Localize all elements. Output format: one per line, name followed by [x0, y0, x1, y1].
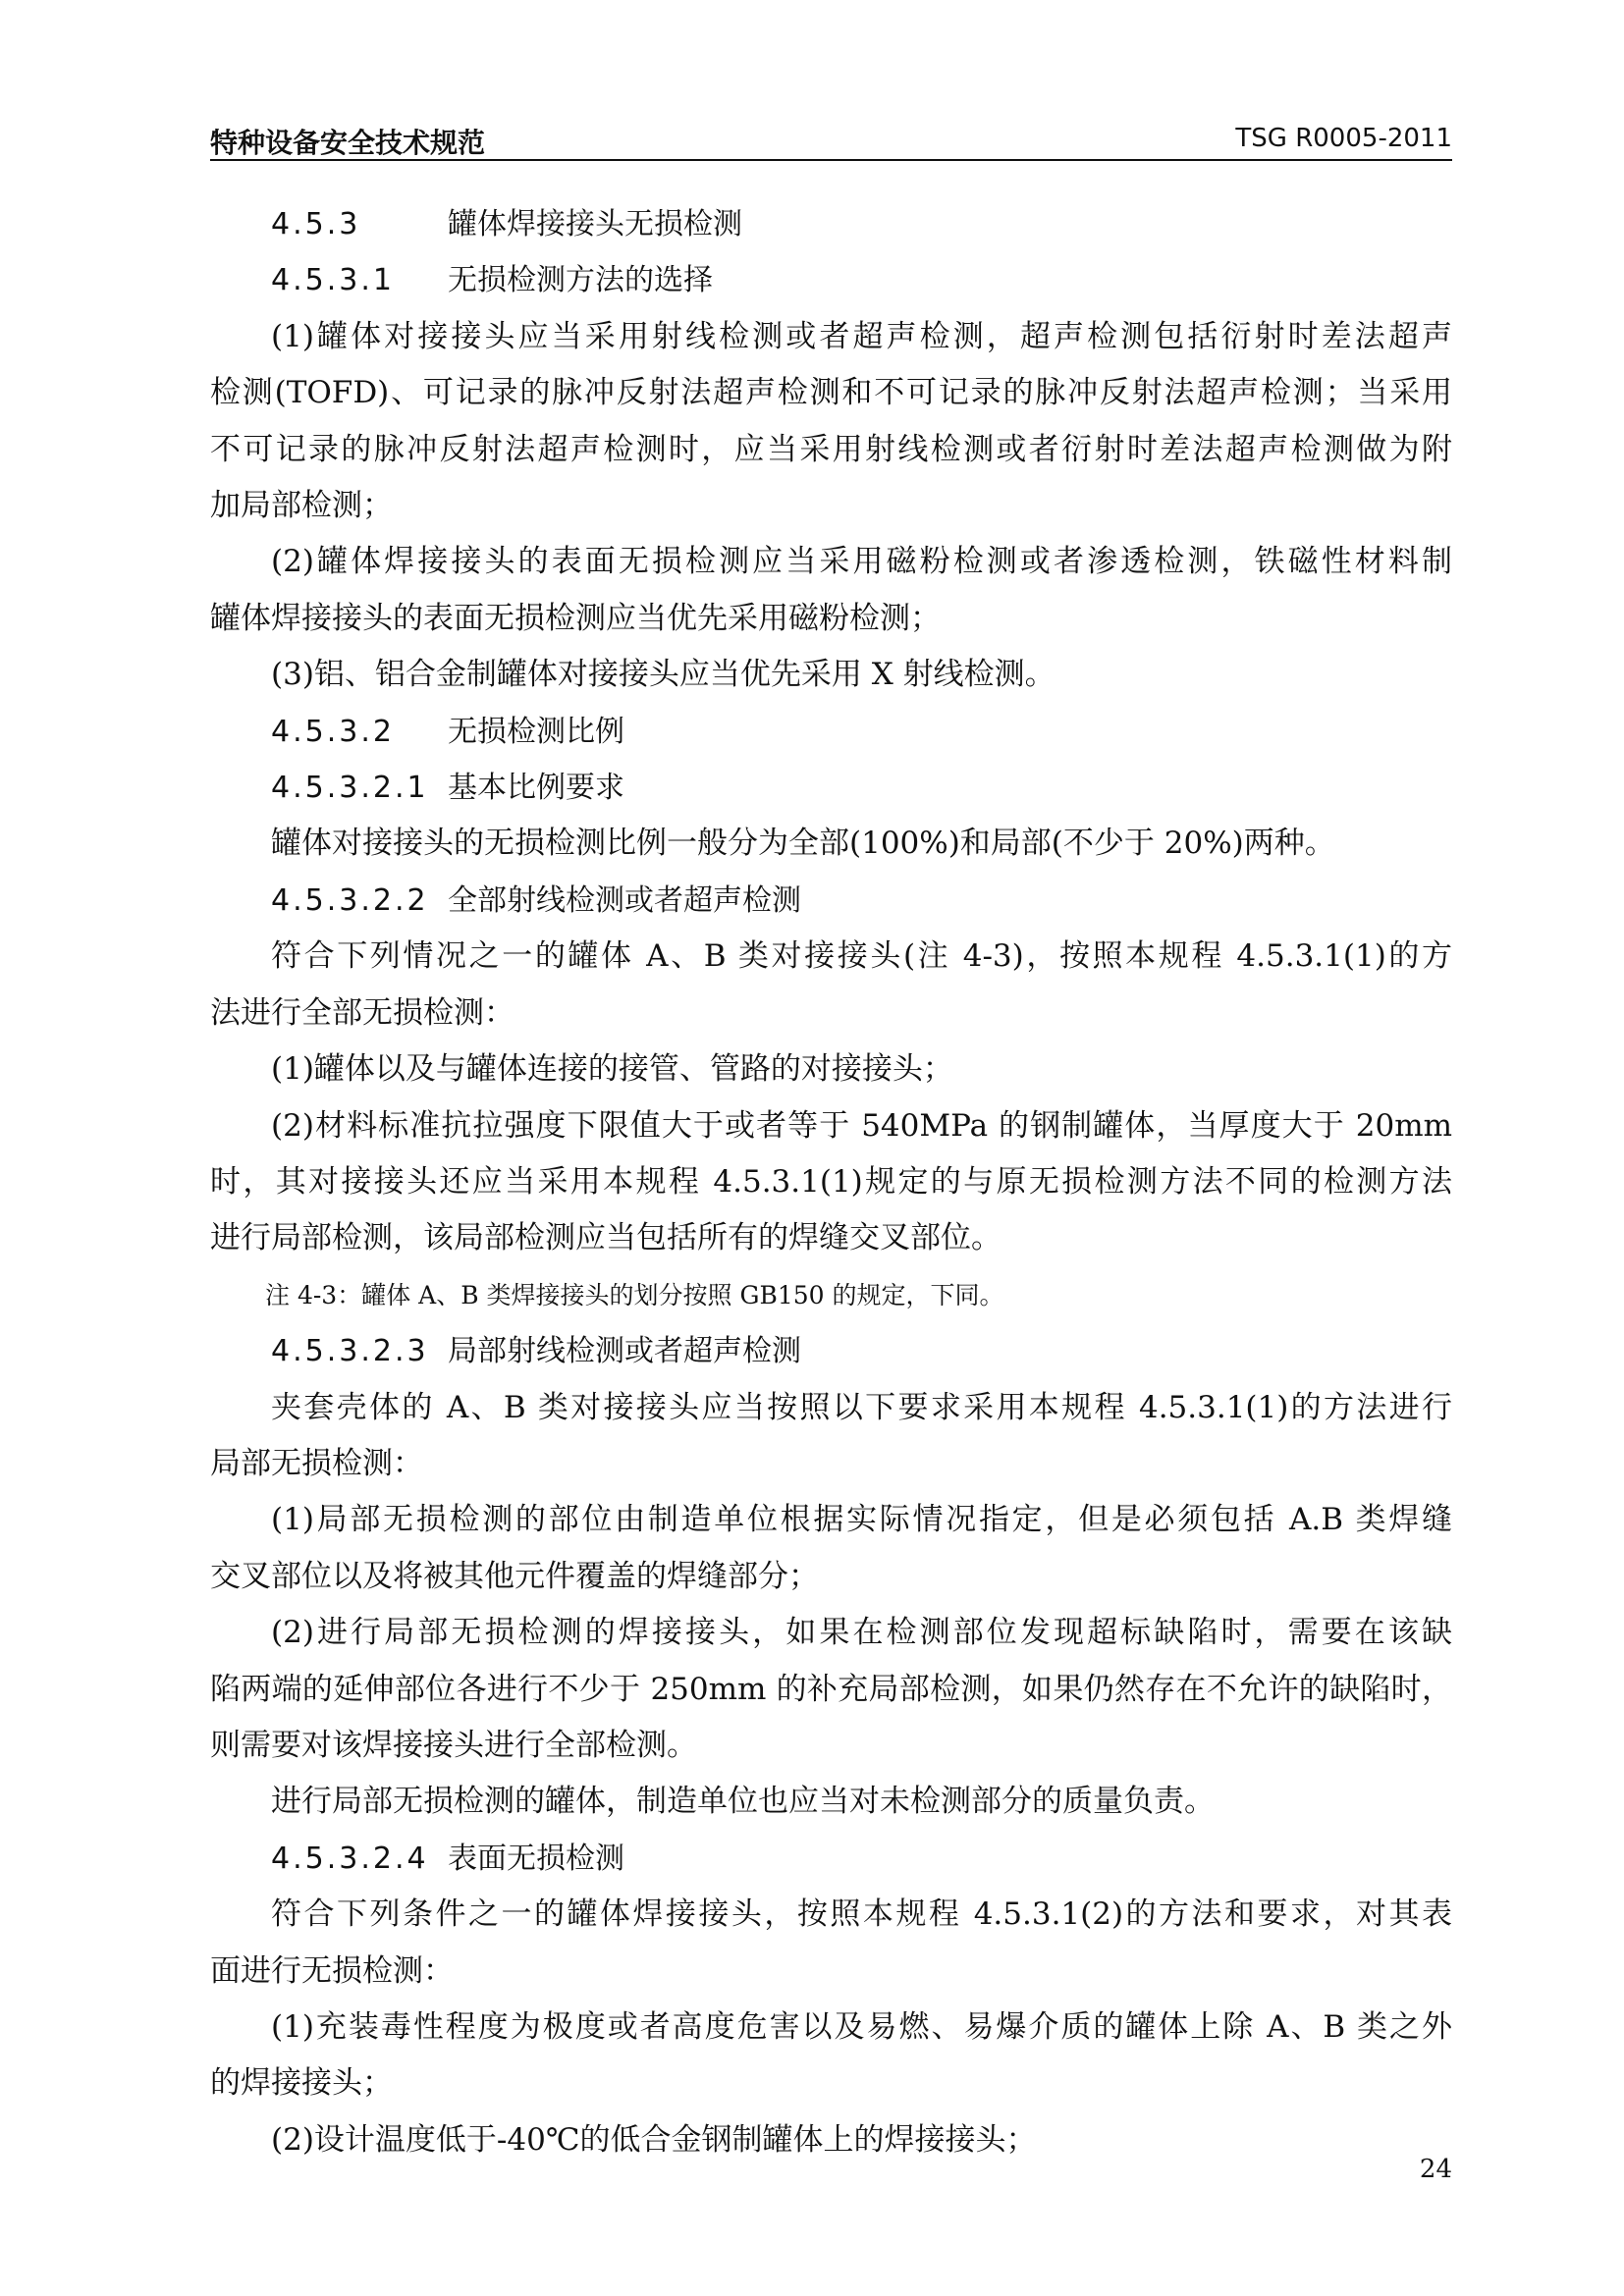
text-line: (2)材料标准抗拉强度下限值大于或者等于 540MPa 的钢制罐体，当厚度大于 20mm — [271, 1107, 1452, 1144]
text-line: (1)局部无损检测的部位由制造单位根据实际情况指定，但是必须包括 A.B 类焊缝 — [271, 1502, 1452, 1538]
heading-4-5-3 — [210, 196, 1452, 252]
document-body — [210, 196, 1452, 2168]
text-line: 进行局部检测，该局部检测应当包括所有的焊缝交叉部位。 — [210, 1220, 1001, 1256]
text-line: 陷两端的延伸部位各进行不少于 250mm 的补充局部检测，如果仍然存在不允许的缺陷时， — [210, 1671, 1452, 1707]
text-line: 局部无损检测： — [210, 1445, 423, 1481]
text-line: 符合下列条件之一的罐体焊接接头，按照本规程 4.5.3.1(2)的方法和要求，对其表 — [271, 1896, 1452, 1933]
heading-4-5-3-2 — [210, 704, 1452, 760]
text-line: 符合下列情况之一的罐体 A、B 类对接接头(注 4-3)，按照本规程 4.5.3.1(1)的方 — [271, 938, 1452, 975]
paragraph-partial-item-2 — [210, 1605, 1452, 1774]
paragraph-full-inspection — [210, 929, 1452, 1041]
paragraph-partial-responsibility: 进行局部无损检测的罐体，制造单位也应当对未检测部分的质量负责。 — [271, 1784, 1215, 1820]
paragraph-surface-inspection — [210, 1887, 1452, 2000]
text-line: 时，其对接接头还应当采用本规程 4.5.3.1(1)规定的与原无损检测方法不同的检测方法 — [210, 1163, 1452, 1200]
text-line: 不可记录的脉冲反射法超声检测时，应当采用射线检测或者衍射时差法超声检测做为附 — [210, 431, 1452, 467]
text-line: (2)罐体焊接接头的表面无损检测应当采用磁粉检测或者渗透检测，铁磁性材料制 — [271, 544, 1452, 580]
paragraph-method-3: (3)铝、铝合金制罐体对接接头应当优先采用 X 射线检测。 — [271, 657, 1056, 693]
paragraph-ratio: 罐体对接接头的无损检测比例一般分为全部(100%)和局部(不少于 20%)两种。 — [271, 826, 1335, 862]
text-line: (2)进行局部无损检测的焊接接头，如果在检测部位发现超标缺陷时，需要在该缺 — [271, 1615, 1452, 1651]
page-header — [210, 120, 1452, 161]
paragraph-method-1 — [210, 309, 1452, 535]
text-line: 面进行无损检测： — [210, 1952, 454, 1989]
text-line: 夹套壳体的 A、B 类对接接头应当按照以下要求采用本规程 4.5.3.1(1)的方法进行 — [271, 1389, 1452, 1425]
paragraph-partial-item-1 — [210, 1492, 1452, 1605]
text-line: 罐体焊接接头的表面无损检测应当优先采用磁粉检测； — [210, 600, 941, 636]
heading-title: 局部射线检测或者超声检测 — [448, 1334, 801, 1369]
paragraph-surface-item-2: (2)设计温度低于-40℃的低合金钢制罐体上的焊接接头； — [271, 2121, 1037, 2158]
header-title: 特种设备安全技术规范 — [210, 127, 486, 159]
heading-number: 4.5.3.2.3 — [271, 1334, 429, 1369]
text-line: 检测(TOFD)、可记录的脉冲反射法超声检测和不可记录的脉冲反射法超声检测；当采用 — [210, 375, 1452, 411]
heading-title: 表面无损检测 — [448, 1841, 624, 1876]
heading-4-5-3-1 — [210, 252, 1452, 308]
text-line: 法进行全部无损检测： — [210, 994, 514, 1031]
heading-4-5-3-2-2 — [210, 873, 1452, 929]
header-code: TSG R0005-2011 — [1235, 124, 1452, 153]
heading-title: 罐体焊接接头无损检测 — [448, 207, 742, 241]
text-line: 则需要对该焊接接头进行全部检测。 — [210, 1727, 697, 1763]
heading-4-5-3-2-3 — [210, 1323, 1452, 1379]
paragraph-full-item-1: (1)罐体以及与罐体连接的接管、管路的对接接头； — [271, 1051, 953, 1088]
note-4-3: 注 4-3：罐体 A、B 类焊接接头的划分按照 GB150 的规定，下同。 — [265, 1280, 1004, 1309]
heading-number: 4.5.3.1 — [271, 263, 395, 298]
text-line: 加局部检测； — [210, 488, 393, 524]
paragraph-method-2 — [210, 534, 1452, 647]
heading-4-5-3-2-1 — [210, 760, 1452, 816]
heading-4-5-3-2-4 — [210, 1831, 1452, 1887]
paragraph-full-item-2 — [210, 1098, 1452, 1267]
heading-number: 4.5.3.2.4 — [271, 1841, 429, 1876]
heading-number: 4.5.3.2.2 — [271, 882, 429, 918]
heading-title: 无损检测方法的选择 — [448, 263, 713, 298]
heading-number: 4.5.3.2.1 — [271, 771, 429, 806]
heading-title: 全部射线检测或者超声检测 — [448, 882, 801, 918]
text-line: (1)罐体对接接头应当采用射线检测或者超声检测，超声检测包括衍射时差法超声 — [271, 318, 1452, 354]
heading-number: 4.5.3 — [271, 207, 361, 241]
heading-number: 4.5.3.2 — [271, 714, 395, 749]
text-line: (1)充装毒性程度为极度或者高度危害以及易燃、易爆介质的罐体上除 A、B 类之外 — [271, 2009, 1452, 2045]
page-number: 24 — [1419, 2155, 1452, 2184]
paragraph-surface-item-1 — [210, 2000, 1452, 2112]
text-line: 的焊接接头； — [210, 2065, 393, 2102]
text-line: 交叉部位以及将被其他元件覆盖的焊缝部分； — [210, 1558, 819, 1594]
heading-title: 无损检测比例 — [448, 714, 624, 749]
paragraph-partial-inspection — [210, 1380, 1452, 1493]
heading-title: 基本比例要求 — [448, 771, 624, 806]
